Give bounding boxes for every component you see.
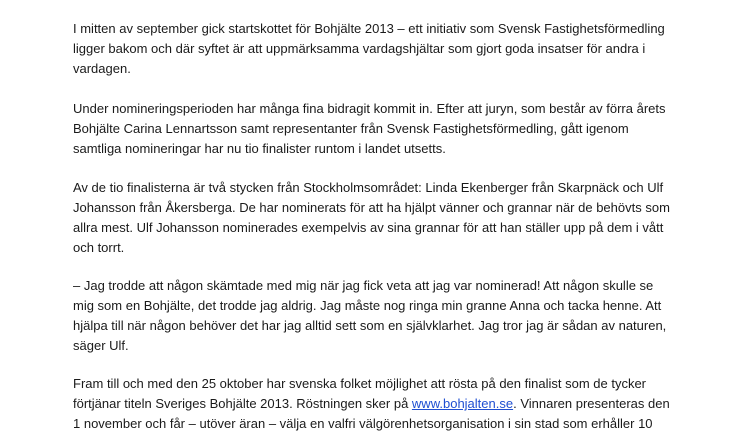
paragraph-line: Johansson från Åkersberga. De har nominerats för att ha hjälpt vänner och grannar när de behövts som xyxy=(73,200,670,215)
website-link[interactable]: www.bohjalten.se xyxy=(411,396,514,411)
paragraph-2 xyxy=(73,99,673,159)
paragraph-text: . Vinnaren presenteras den xyxy=(513,396,670,411)
paragraph-4 xyxy=(73,276,673,356)
paragraph-line: samtliga nomineringar har nu tio finalister runtom i landet utsetts. xyxy=(73,141,446,156)
paragraph-line: Bohjälte Carina Lennartsson samt representanter från Svensk Fastighetsförmedling, gått igenom xyxy=(73,121,629,136)
paragraph-line: hjälpa till när någon behöver det har jag alltid sett som en självklarhet. Jag tror jag är sådan av naturen, xyxy=(73,318,667,333)
paragraph-line: – Jag trodde att någon skämtade med mig när jag fick veta att jag var nominerad! Att någon skulle se xyxy=(73,278,654,293)
paragraph-5 xyxy=(73,374,673,434)
paragraph-line: Fram till och med den 25 oktober har svenska folket möjlighet att rösta på den finalist som de tycker xyxy=(73,376,646,391)
paragraph-text: förtjänar titeln Sveriges Bohjälte 2013. Röstningen sker på xyxy=(73,396,412,411)
paragraph-line: 1 november och får – utöver äran – välja en valfri välgörenhetsorganisation i sin stad som erhåller 10 xyxy=(73,416,653,431)
paragraph-3 xyxy=(73,178,673,258)
paragraph-line: allra mest. Ulf Johansson nominerades exempelvis av sina grannar för att han ställer upp på dem i vått xyxy=(73,220,664,235)
paragraph-1 xyxy=(73,19,673,79)
paragraph-line: vardagen. xyxy=(73,61,131,76)
paragraph-line: Av de tio finalisterna är två stycken från Stockholmsområdet: Linda Ekenberger från Skarpnäck och Ulf xyxy=(73,180,664,195)
paragraph-line xyxy=(73,394,673,414)
paragraph-line: Under nomineringsperioden har många fina bidragit kommit in. Efter att juryn, som består av förra årets xyxy=(73,101,666,116)
paragraph-line: I mitten av september gick startskottet för Bohjälte 2013 – ett initiativ som Svensk Fastighetsförmedling xyxy=(73,21,665,36)
paragraph-line: ligger bakom och där syftet är att uppmärksamma vardagshjältar som gjort goda insatser för andra i xyxy=(73,41,646,56)
paragraph-line: säger Ulf. xyxy=(73,338,129,353)
paragraph-line: mig som en Bohjälte, det trodde jag aldrig. Jag måste nog ringa min granne Anna och tacka henne. Att xyxy=(73,298,662,313)
paragraph-line: och torrt. xyxy=(73,240,125,255)
